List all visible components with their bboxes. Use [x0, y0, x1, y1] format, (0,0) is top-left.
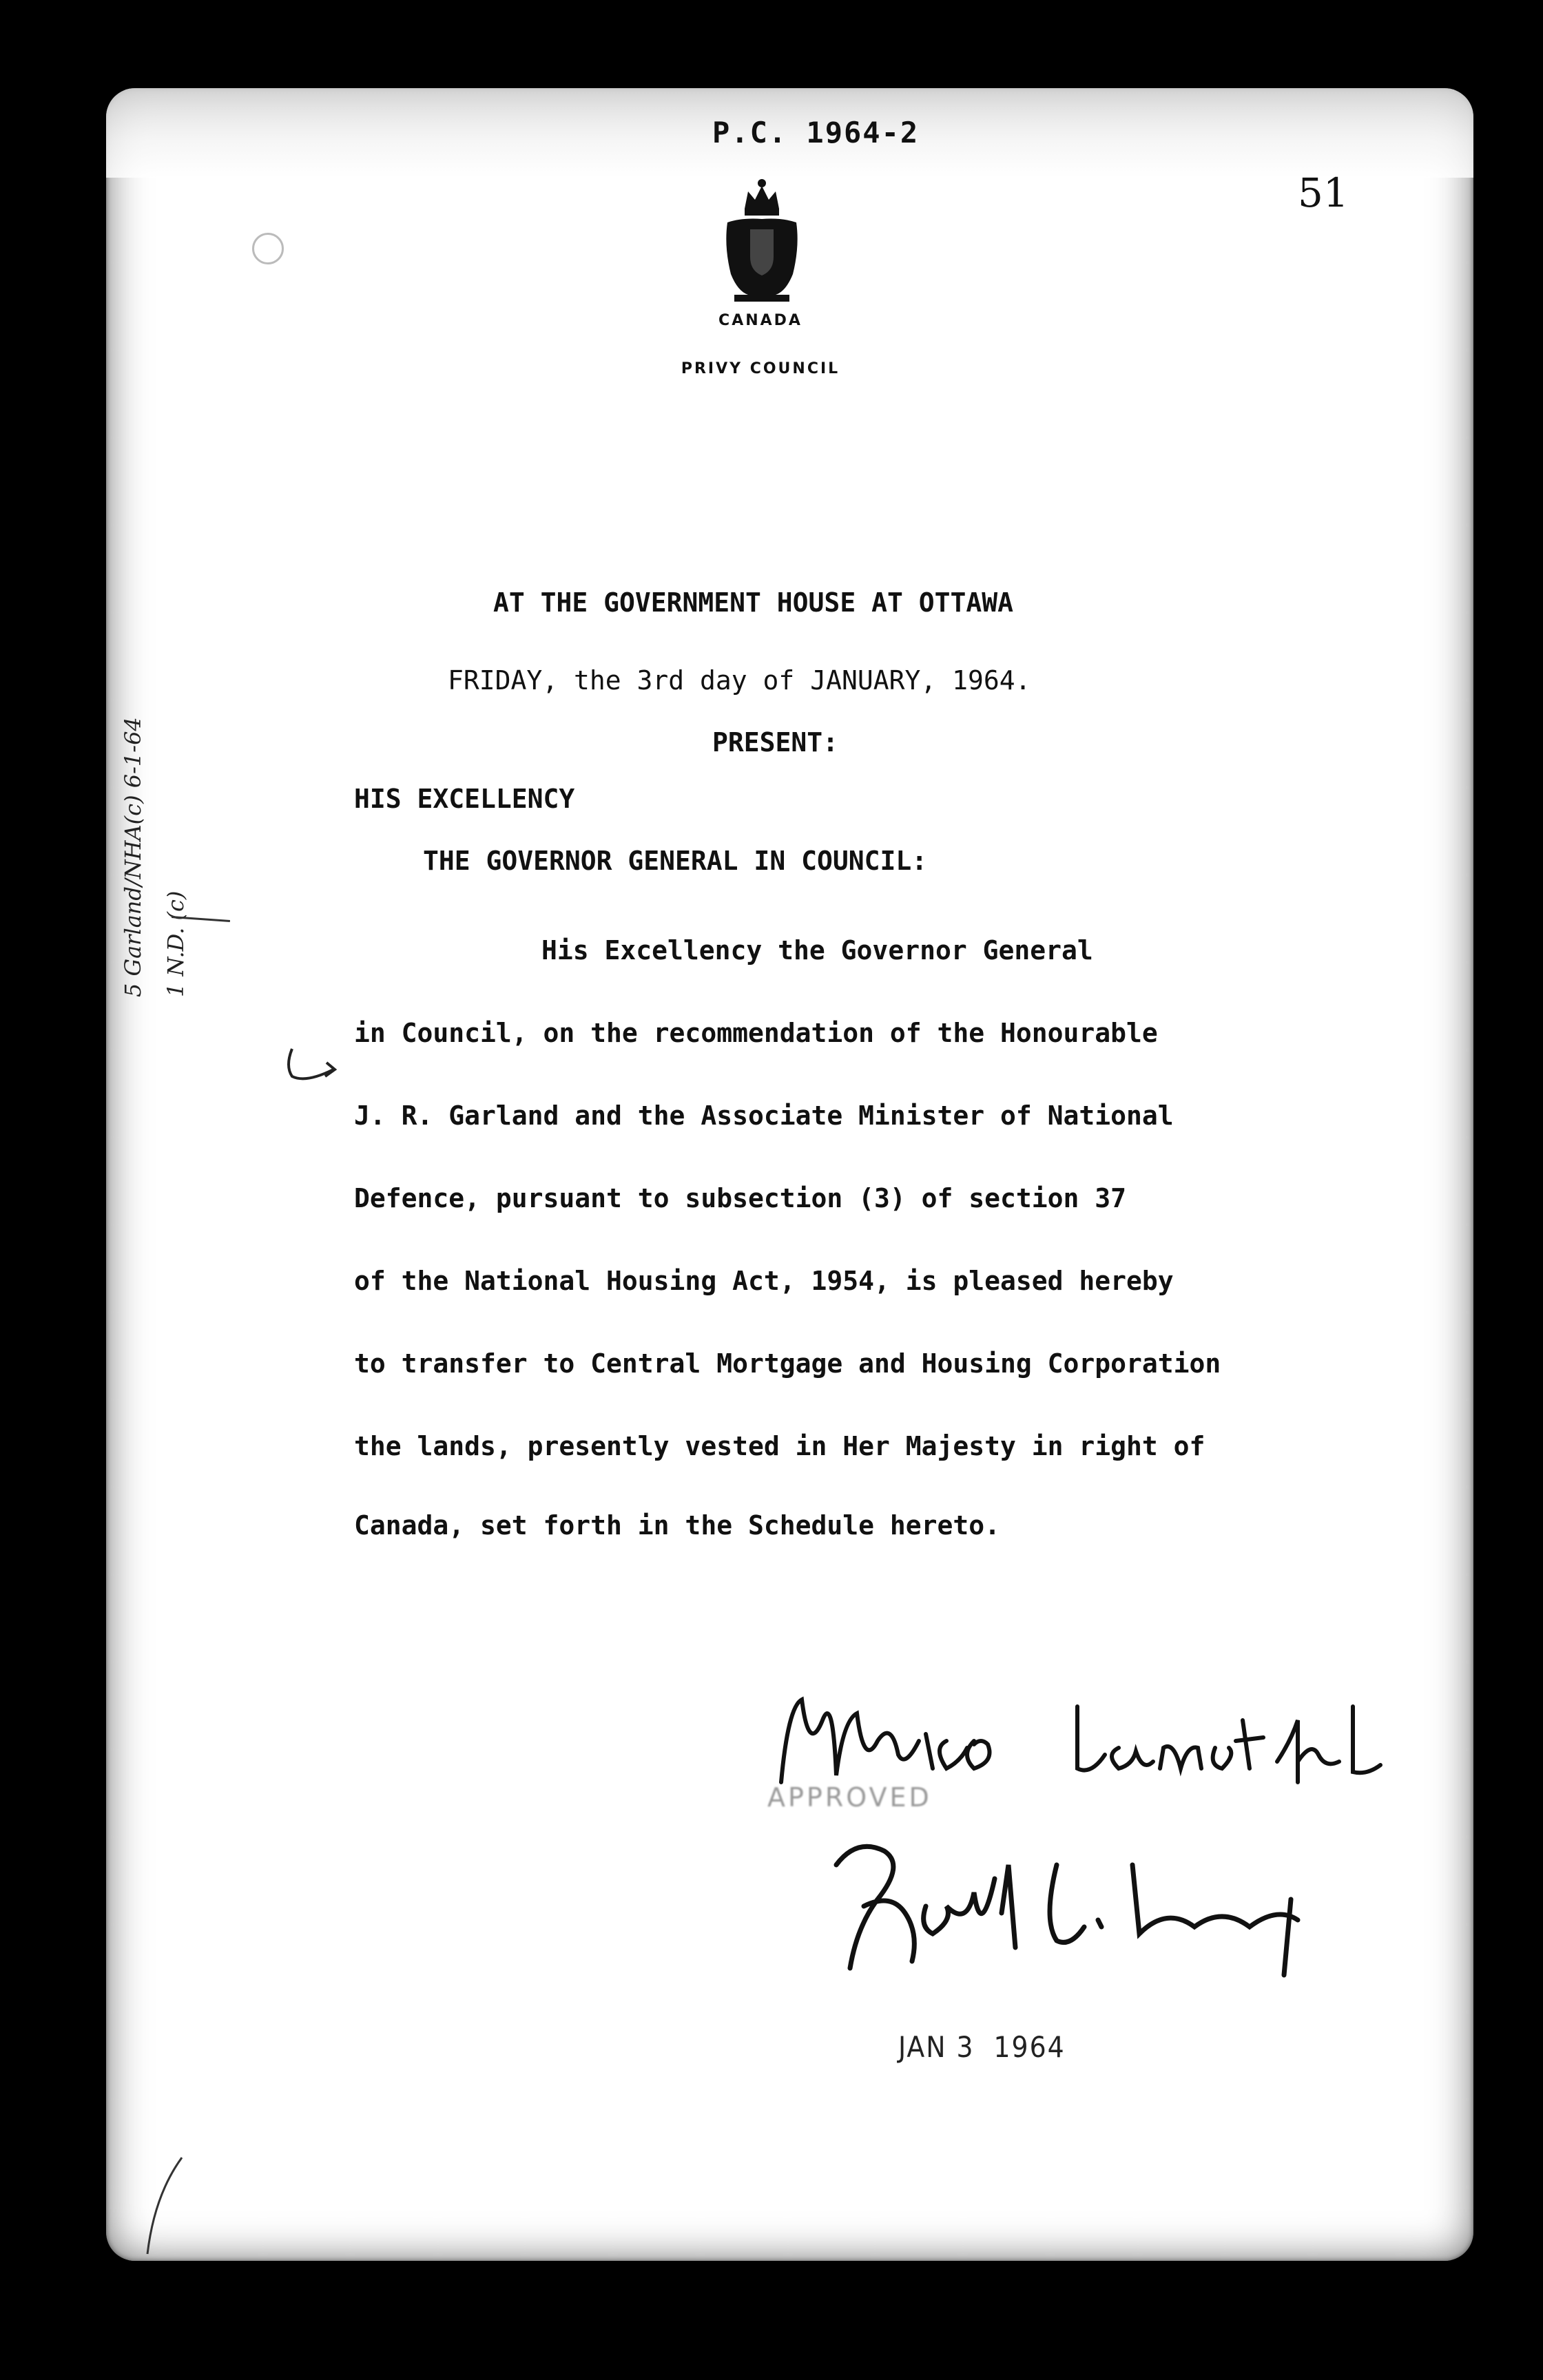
pen-stroke [141, 2154, 189, 2257]
heading-date: FRIDAY, the 3rd day of JANUARY, 1964. [448, 665, 1031, 696]
arrow-icon [278, 1045, 340, 1087]
approved-stamp: APPROVED [767, 1782, 932, 1813]
signature-minister [767, 1679, 1422, 1796]
document-page [106, 88, 1473, 2261]
body-line: Canada, set forth in the Schedule hereto. [354, 1510, 1000, 1541]
signature-governor-general [809, 1824, 1332, 1982]
margin-handwritten-note: 1 N.D. (c) [163, 890, 189, 997]
heading-governor-in-council: THE GOVERNOR GENERAL IN COUNCIL: [423, 846, 928, 876]
body-line: J. R. Garland and the Associate Minister of National [354, 1100, 1174, 1131]
body-line: in Council, on the recommendation of the Honourable [354, 1018, 1158, 1048]
date-stamp: JAN 3 1964 [898, 2030, 1066, 2064]
heading-present: PRESENT: [712, 727, 839, 758]
punch-hole [252, 233, 284, 264]
margin-handwritten-note: 5 Garland/NHA(c) 6-1-64 [120, 717, 146, 997]
crest-label-canada: CANADA [718, 312, 802, 329]
pc-number: P.C. 1964-2 [712, 116, 920, 149]
body-line: to transfer to Central Mortgage and Housing Corporation [354, 1348, 1221, 1379]
body-line: Defence, pursuant to subsection (3) of section 37 [354, 1183, 1127, 1213]
page-number: 51 [1298, 169, 1349, 216]
body-line: the lands, presently vested in Her Majesty in right of [354, 1431, 1205, 1461]
heading-excellency: HIS EXCELLENCY [354, 784, 575, 814]
coat-of-arms-icon [717, 171, 807, 309]
crest-label-privy-council: PRIVY COUNCIL [681, 360, 840, 377]
body-line: of the National Housing Act, 1954, is pleased hereby [354, 1266, 1174, 1296]
heading-location: AT THE GOVERNMENT HOUSE AT OTTAWA [493, 587, 1013, 618]
body-line: His Excellency the Governor General [541, 935, 1093, 965]
